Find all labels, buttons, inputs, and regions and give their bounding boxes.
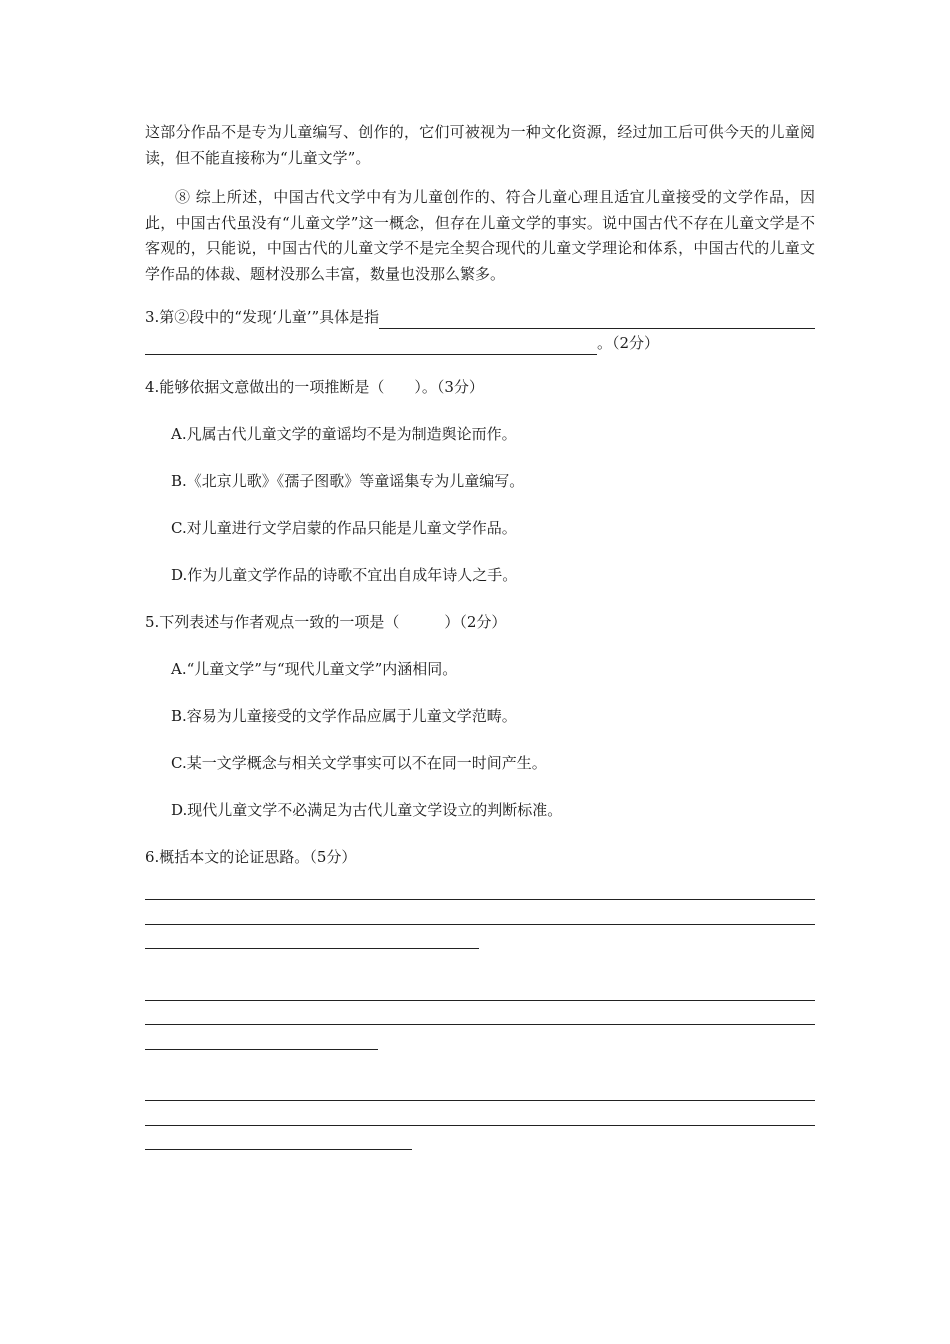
question-4-option-b[interactable]: B.《北京儿歌》《孺子图歌》等童谣集专为儿童编写。 [171, 472, 525, 490]
answer-line[interactable] [145, 948, 479, 949]
answer-line[interactable] [145, 1125, 815, 1126]
answer-line[interactable] [145, 1000, 815, 1001]
answer-line[interactable] [145, 1049, 378, 1050]
question-3-stem: 3.第②段中的“发现‘儿童’”具体是指 [145, 308, 380, 326]
question-5-option-d[interactable]: D.现代儿童文学不必满足为古代儿童文学设立的判断标准。 [171, 801, 563, 819]
answer-line[interactable] [145, 924, 815, 925]
question-4-stem: 4.能够依据文意做出的一项推断是（ ）。（3分） [145, 378, 484, 396]
question-6 [145, 845, 815, 1150]
answer-lines-group-3[interactable] [145, 1100, 815, 1150]
question-5-option-c[interactable]: C.某一文学概念与相关文学事实可以不在同一时间产生。 [171, 754, 547, 772]
question-4-option-c[interactable]: C.对儿童进行文学启蒙的作品只能是儿童文学作品。 [171, 519, 517, 537]
question-5-stem: 5.下列表述与作者观点一致的一项是（ ）（2分） [145, 613, 507, 631]
answer-lines-group-1[interactable] [145, 899, 815, 949]
answer-line[interactable] [145, 899, 815, 900]
answer-line[interactable] [145, 1024, 815, 1025]
passage-continuation: 这部分作品不是专为儿童编写、创作的，它们可被视为一种文化资源，经过加工后可供今天的儿童阅读，但不能直接称为“儿童文学”。 [145, 123, 815, 167]
exam-page [145, 120, 815, 1174]
question-6-stem: 6.概括本文的论证思路。（5分） [145, 848, 357, 866]
question-5 [145, 610, 815, 822]
question-5-option-b[interactable]: B.容易为儿童接受的文学作品应属于儿童文学范畴。 [171, 707, 517, 725]
question-3 [145, 305, 815, 355]
answer-lines-group-2[interactable] [145, 1000, 815, 1050]
question-3-answer-blank-1[interactable] [379, 309, 815, 329]
answer-line[interactable] [145, 1149, 412, 1150]
question-3-score: 。（2分） [597, 334, 660, 352]
question-3-answer-blank-2[interactable] [145, 335, 597, 355]
question-5-option-a[interactable]: A.“儿童文学”与“现代儿童文学”内涵相同。 [171, 660, 458, 678]
passage-paragraph-8: ⑧ 综上所述，中国古代文学中有为儿童创作的、符合儿童心理且适宜儿童接受的文学作品，因此，中国古代虽没有“儿童文学”这一概念，但存在儿童文学的事实。说中国古代不存在儿童文学是不客观的，只能说，中国古代的儿童文学不是完全契合现代的儿童文学理论和体系，中国古代的儿童文学作品的体裁、题材没那么丰富，数量也没那么繁多。 [145, 188, 815, 283]
question-4 [145, 375, 815, 587]
question-4-option-a[interactable]: A.凡属古代儿童文学的童谣均不是为制造舆论而作。 [171, 425, 517, 443]
question-4-option-d[interactable]: D.作为儿童文学作品的诗歌不宜出自成年诗人之手。 [171, 566, 518, 584]
answer-line[interactable] [145, 1100, 815, 1101]
